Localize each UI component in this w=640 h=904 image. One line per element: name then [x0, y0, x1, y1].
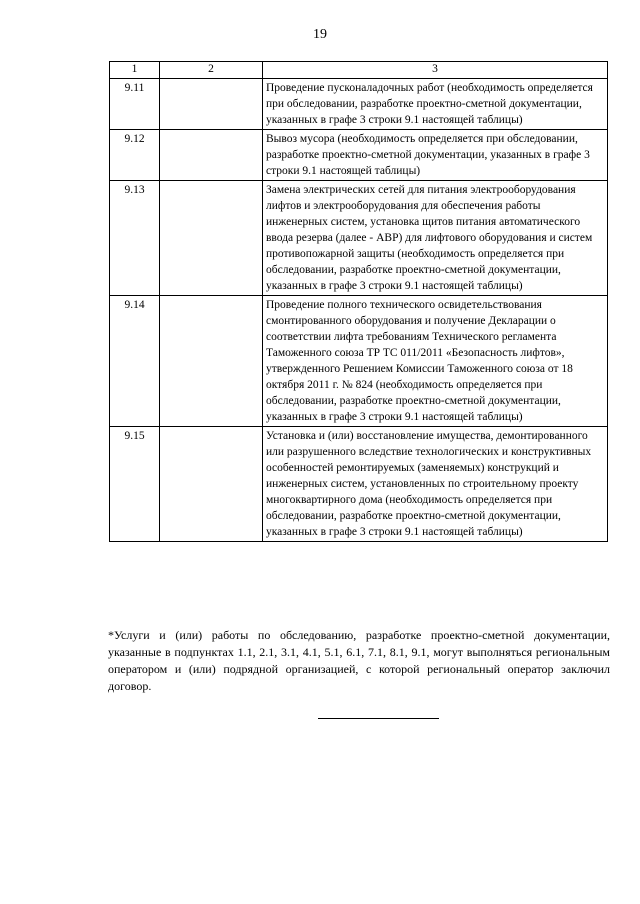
- header-col-2: 2: [160, 62, 263, 79]
- row-col2: [160, 79, 263, 130]
- row-number: 9.11: [110, 79, 160, 130]
- row-description: Вывоз мусора (необходимость определяется при обследовании, разработке проектно-сметной документации, указанных в графе 3 строки 9.1 настоящей таблицы): [263, 130, 608, 181]
- row-description: Проведение пусконаладочных работ (необходимость определяется при обследовании, разработке проектно-сметной документации, указанных в графе 3 строки 9.1 настоящей таблицы): [263, 79, 608, 130]
- works-table: [109, 61, 608, 542]
- row-col2: [160, 427, 263, 542]
- row-col2: [160, 181, 263, 296]
- row-number: 9.12: [110, 130, 160, 181]
- row-description: Проведение полного технического освидетельствования смонтированного оборудования и получение Декларации о соответствии лифта требованиям Технического регламента Таможенного союза ТР ТС 011/2011 «Безопасность лифтов», утвержденного Решением Комиссии Таможенного союза от 18 октября 2011 г. № 824 (необходимость определяется при обследовании, разработке проектно-сметной документации, указанных в графе 3 строки 9.1 настоящей таблицы): [263, 296, 608, 427]
- row-description: Установка и (или) восстановление имущества, демонтированного или разрушенного вследствие технологических и конструктивных особенностей ремонтируемых (заменяемых) конструкций и инженерных систем, установленных по строительному проекту многоквартирного дома (необходимость определяется при обследовании, разработке проектно-сметной документации, указанных в графе 3 строки 9.1 настоящей таблицы): [263, 427, 608, 542]
- row-description: Замена электрических сетей для питания электрооборудования лифтов и электрооборудования для обеспечения работы инженерных систем, установка щитов питания автоматического ввода резерва (далее - АВР) для лифтового оборудования и систем противопожарной защиты (необходимость определяется при обследовании, разработке проектно-сметной документации, указанных в графе 3 строки 9.1 настоящей таблицы): [263, 181, 608, 296]
- row-col2: [160, 296, 263, 427]
- footnote: *Услуги и (или) работы по обследованию, разработке проектно-сметной документации, указанные в подпунктах 1.1, 2.1, 3.1, 4.1, 5.1, 6.1, 7.1, 8.1, 9.1, могут выполняться региональным оператором и (или) подрядной организацией, с которой региональный оператор заключил договор.: [108, 628, 610, 693]
- end-divider: [318, 718, 439, 719]
- table-row: [110, 181, 608, 296]
- table-row: [110, 427, 608, 542]
- table-row: [110, 79, 608, 130]
- header-col-3: 3: [263, 62, 608, 79]
- page-number: 19: [313, 27, 327, 42]
- row-number: 9.13: [110, 181, 160, 296]
- row-number: 9.15: [110, 427, 160, 542]
- row-col2: [160, 130, 263, 181]
- table-row: [110, 296, 608, 427]
- table-row: [110, 130, 608, 181]
- row-number: 9.14: [110, 296, 160, 427]
- table-header-row: [110, 62, 608, 79]
- header-col-1: 1: [110, 62, 160, 79]
